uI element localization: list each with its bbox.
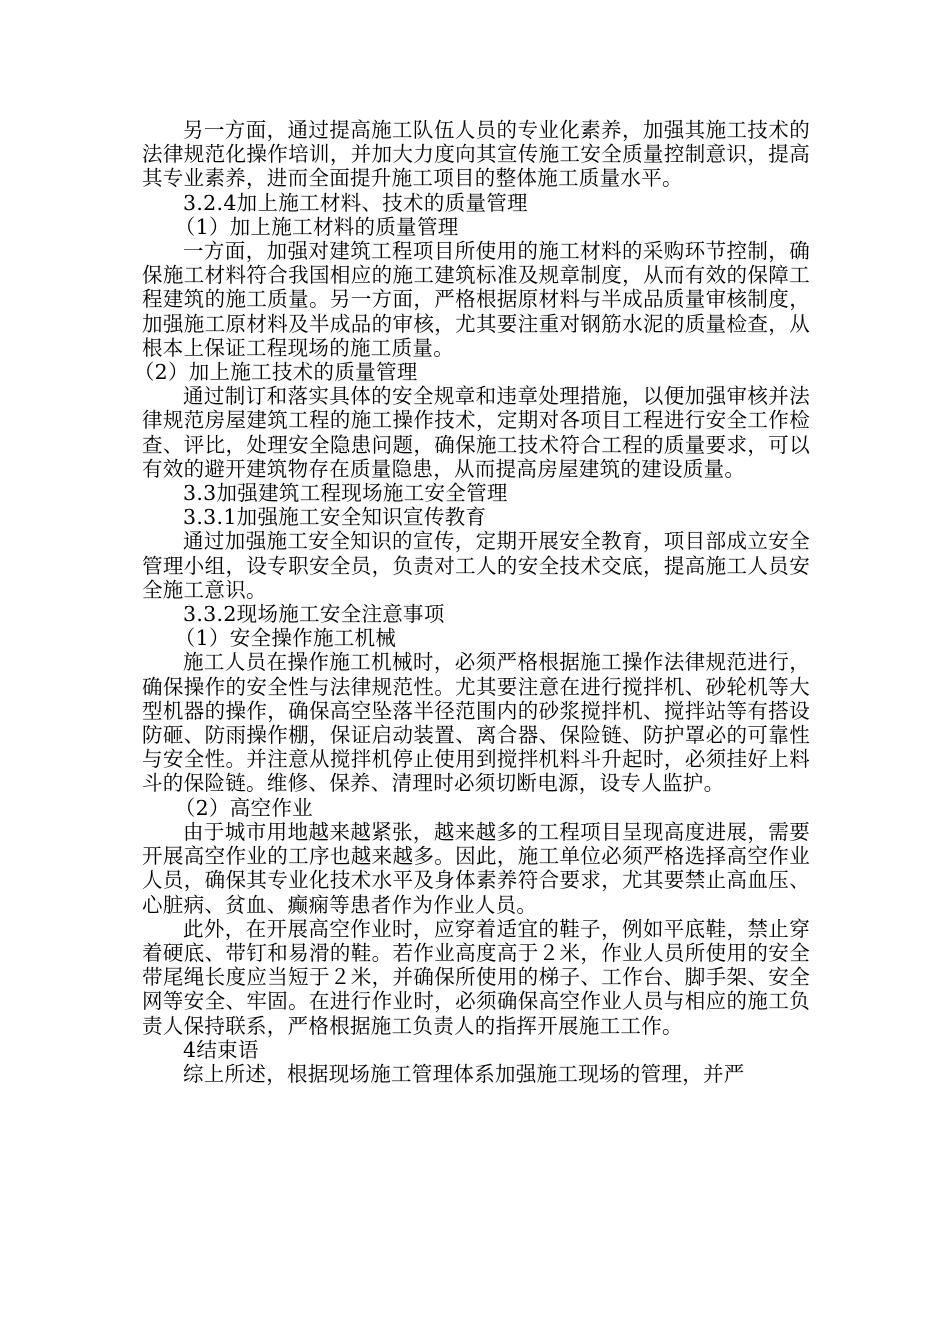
section-heading-conclusion: 4结束语 (183, 1037, 259, 1062)
section-heading-3-2-4: 3.2.4加上施工材料、技术的质量管理 (183, 190, 528, 215)
subheading-technique-quality: （2）加上施工技术的质量管理 (133, 360, 418, 385)
subheading-high-altitude-work: （2）高空作业 (174, 795, 313, 820)
section-heading-3-3-1: 3.3.1加强施工安全知识宣传教育 (183, 505, 487, 530)
paragraph-professional-training: 另一方面，通过提高施工队伍人员的专业化素养，加强其施工技术的法律规范化操作培训，并加大力度向其宣传施工安全质量控制意识，提高其专业素养，进而全面提升施工项目的整体施工质量水平。 (142, 118, 810, 191)
subheading-material-quality: （1）加上施工材料的质量管理 (174, 214, 459, 239)
section-heading-3-3-2: 3.3.2现场施工安全注意事项 (183, 602, 445, 627)
subheading-machinery-safety: （1）安全操作施工机械 (174, 626, 397, 651)
paragraph-conclusion: 综上所述，根据现场施工管理体系加强施工现场的管理，并严 (183, 1061, 745, 1086)
paragraph-technique-quality: 通过制订和落实具体的安全规章和违章处理措施，以便加强审核并法律规范房屋建筑工程的施工操作技术，定期对各项目工程进行安全工作检查、评比，处理安全隐患问题，确保施工技术符合工程的质量要求，可以有效的避开建筑物存在质量隐患，从而提高房屋建筑的建设质量。 (142, 384, 810, 481)
paragraph-machinery-safety: 施工人员在操作施工机械时，必须严格根据施工操作法律规范进行，确保操作的安全性与法律规范性。尤其要注意在进行搅拌机、砂轮机等大型机器的操作，确保高空坠落半径范围内的砂浆搅拌机、搅拌站等有搭设防砸、防雨操作棚，保证启动装置、离合器、保险链、防护罩必的可靠性与安全性。并注意从搅拌机停止使用到搅拌机料斗升起时，必须挂好上料斗的保险链。维修、保养、清理时必须切断电源，设专人监护。 (142, 650, 810, 796)
section-heading-3-3: 3.3加强建筑工程现场施工安全管理 (183, 481, 508, 506)
paragraph-safety-education: 通过加强施工安全知识的宣传，定期开展安全教育，项目部成立安全管理小组，设专职安全员，负责对工人的安全技术交底，提高施工人员安全施工意识。 (142, 529, 810, 602)
paragraph-material-quality: 一方面，加强对建筑工程项目所使用的施工材料的采购环节控制，确保施工材料符合我国相应的施工建筑标准及规章制度，从而有效的保障工程建筑的施工质量。另一方面，严格根据原材料与半成品质量审核制度，加强施工原材料及半成品的审核，尤其要注重对钢筋水泥的质量检查，从根本上保证工程现场的施工质量。 (142, 239, 810, 360)
document-body (133, 118, 810, 1086)
paragraph-high-altitude-equipment: 此外，在开展高空作业时，应穿着适宜的鞋子，例如平底鞋，禁止穿着硬底、带钉和易滑的鞋。若作业高度高于２米，作业人员所使用的安全带尾绳长度应当短于２米，并确保所使用的梯子、工作台、脚手架、安全网等安全、牢固。在进行作业时，必须确保高空作业人员与相应的施工负责人保持联系，严格根据施工负责人的指挥开展施工工作。 (142, 916, 810, 1038)
paragraph-high-altitude-workers: 由于城市用地越来越紧张，越来越多的工程项目呈现高度进展，需要开展高空作业的工序也越来越多。因此，施工单位必须严格选择高空作业人员，确保其专业化技术水平及身体素养符合要求，尤其要禁止高血压、心脏病、贫血、癫痫等患者作为作业人员。 (142, 819, 810, 917)
